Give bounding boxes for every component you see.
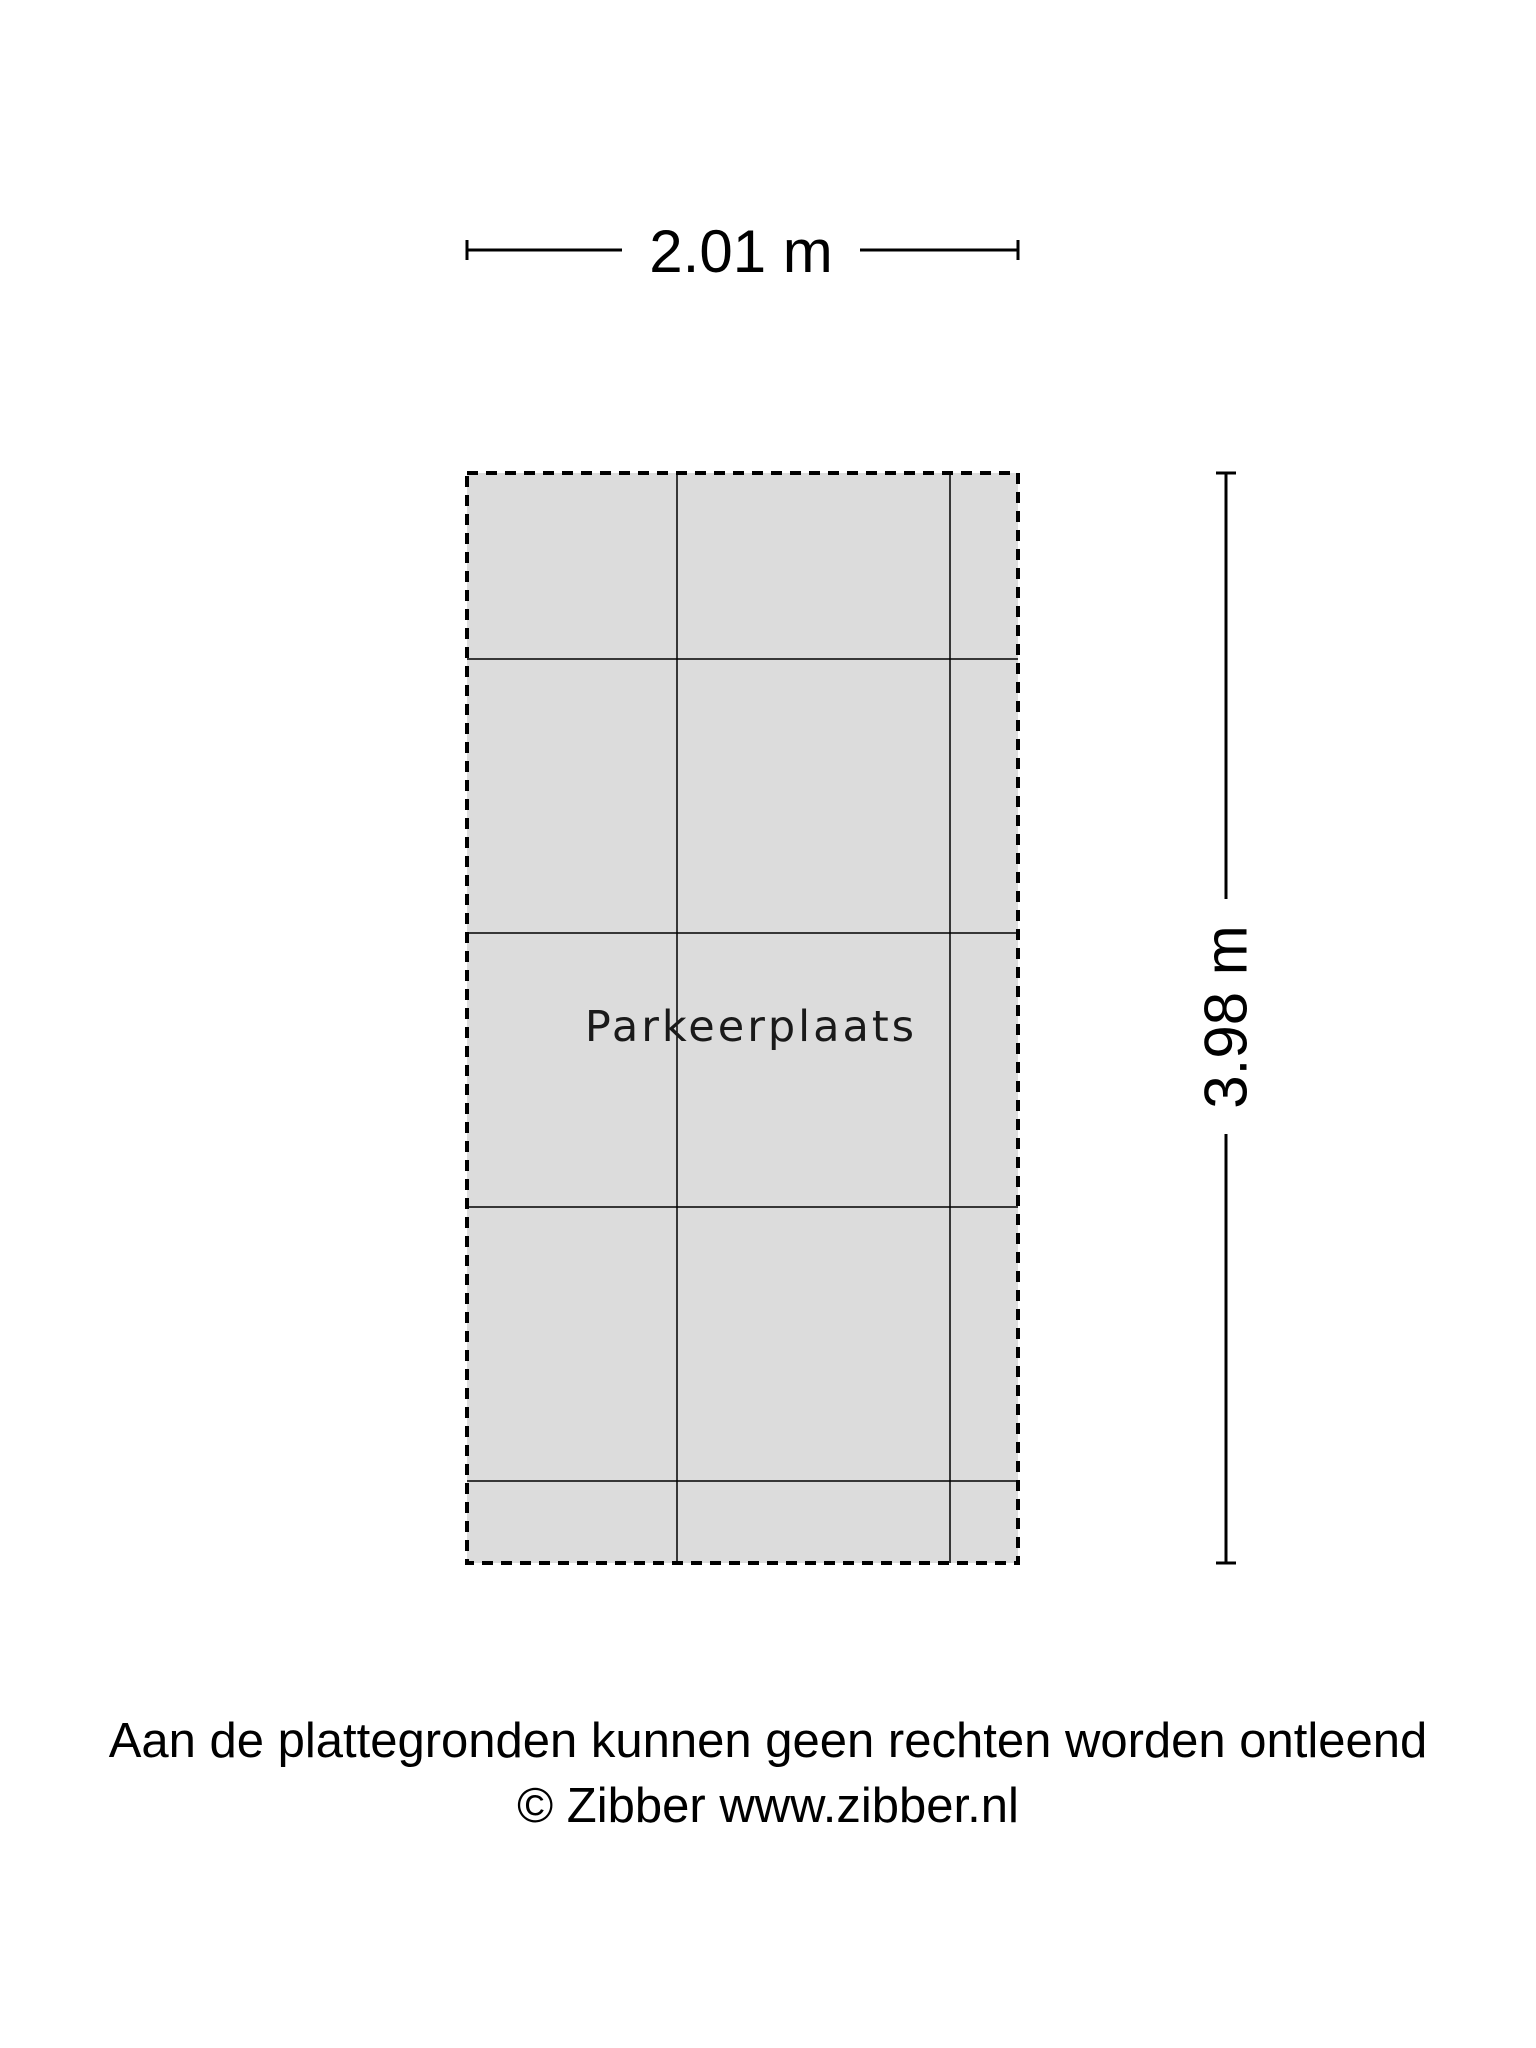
copyright-text: © Zibber www.zibber.nl (517, 1779, 1019, 1833)
length-dimension (1193, 473, 1260, 1563)
disclaimer-text: Aan de plattegronden kunnen geen rechten worden ontleend (108, 1714, 1428, 1768)
width-dimension (467, 218, 1018, 285)
room-label: Parkeerplaats (584, 1002, 918, 1052)
length-dimension-label: 3.98 m (1192, 925, 1260, 1109)
room-parkeerplaats (467, 473, 1018, 1563)
width-dimension-label: 2.01 m (649, 218, 833, 285)
